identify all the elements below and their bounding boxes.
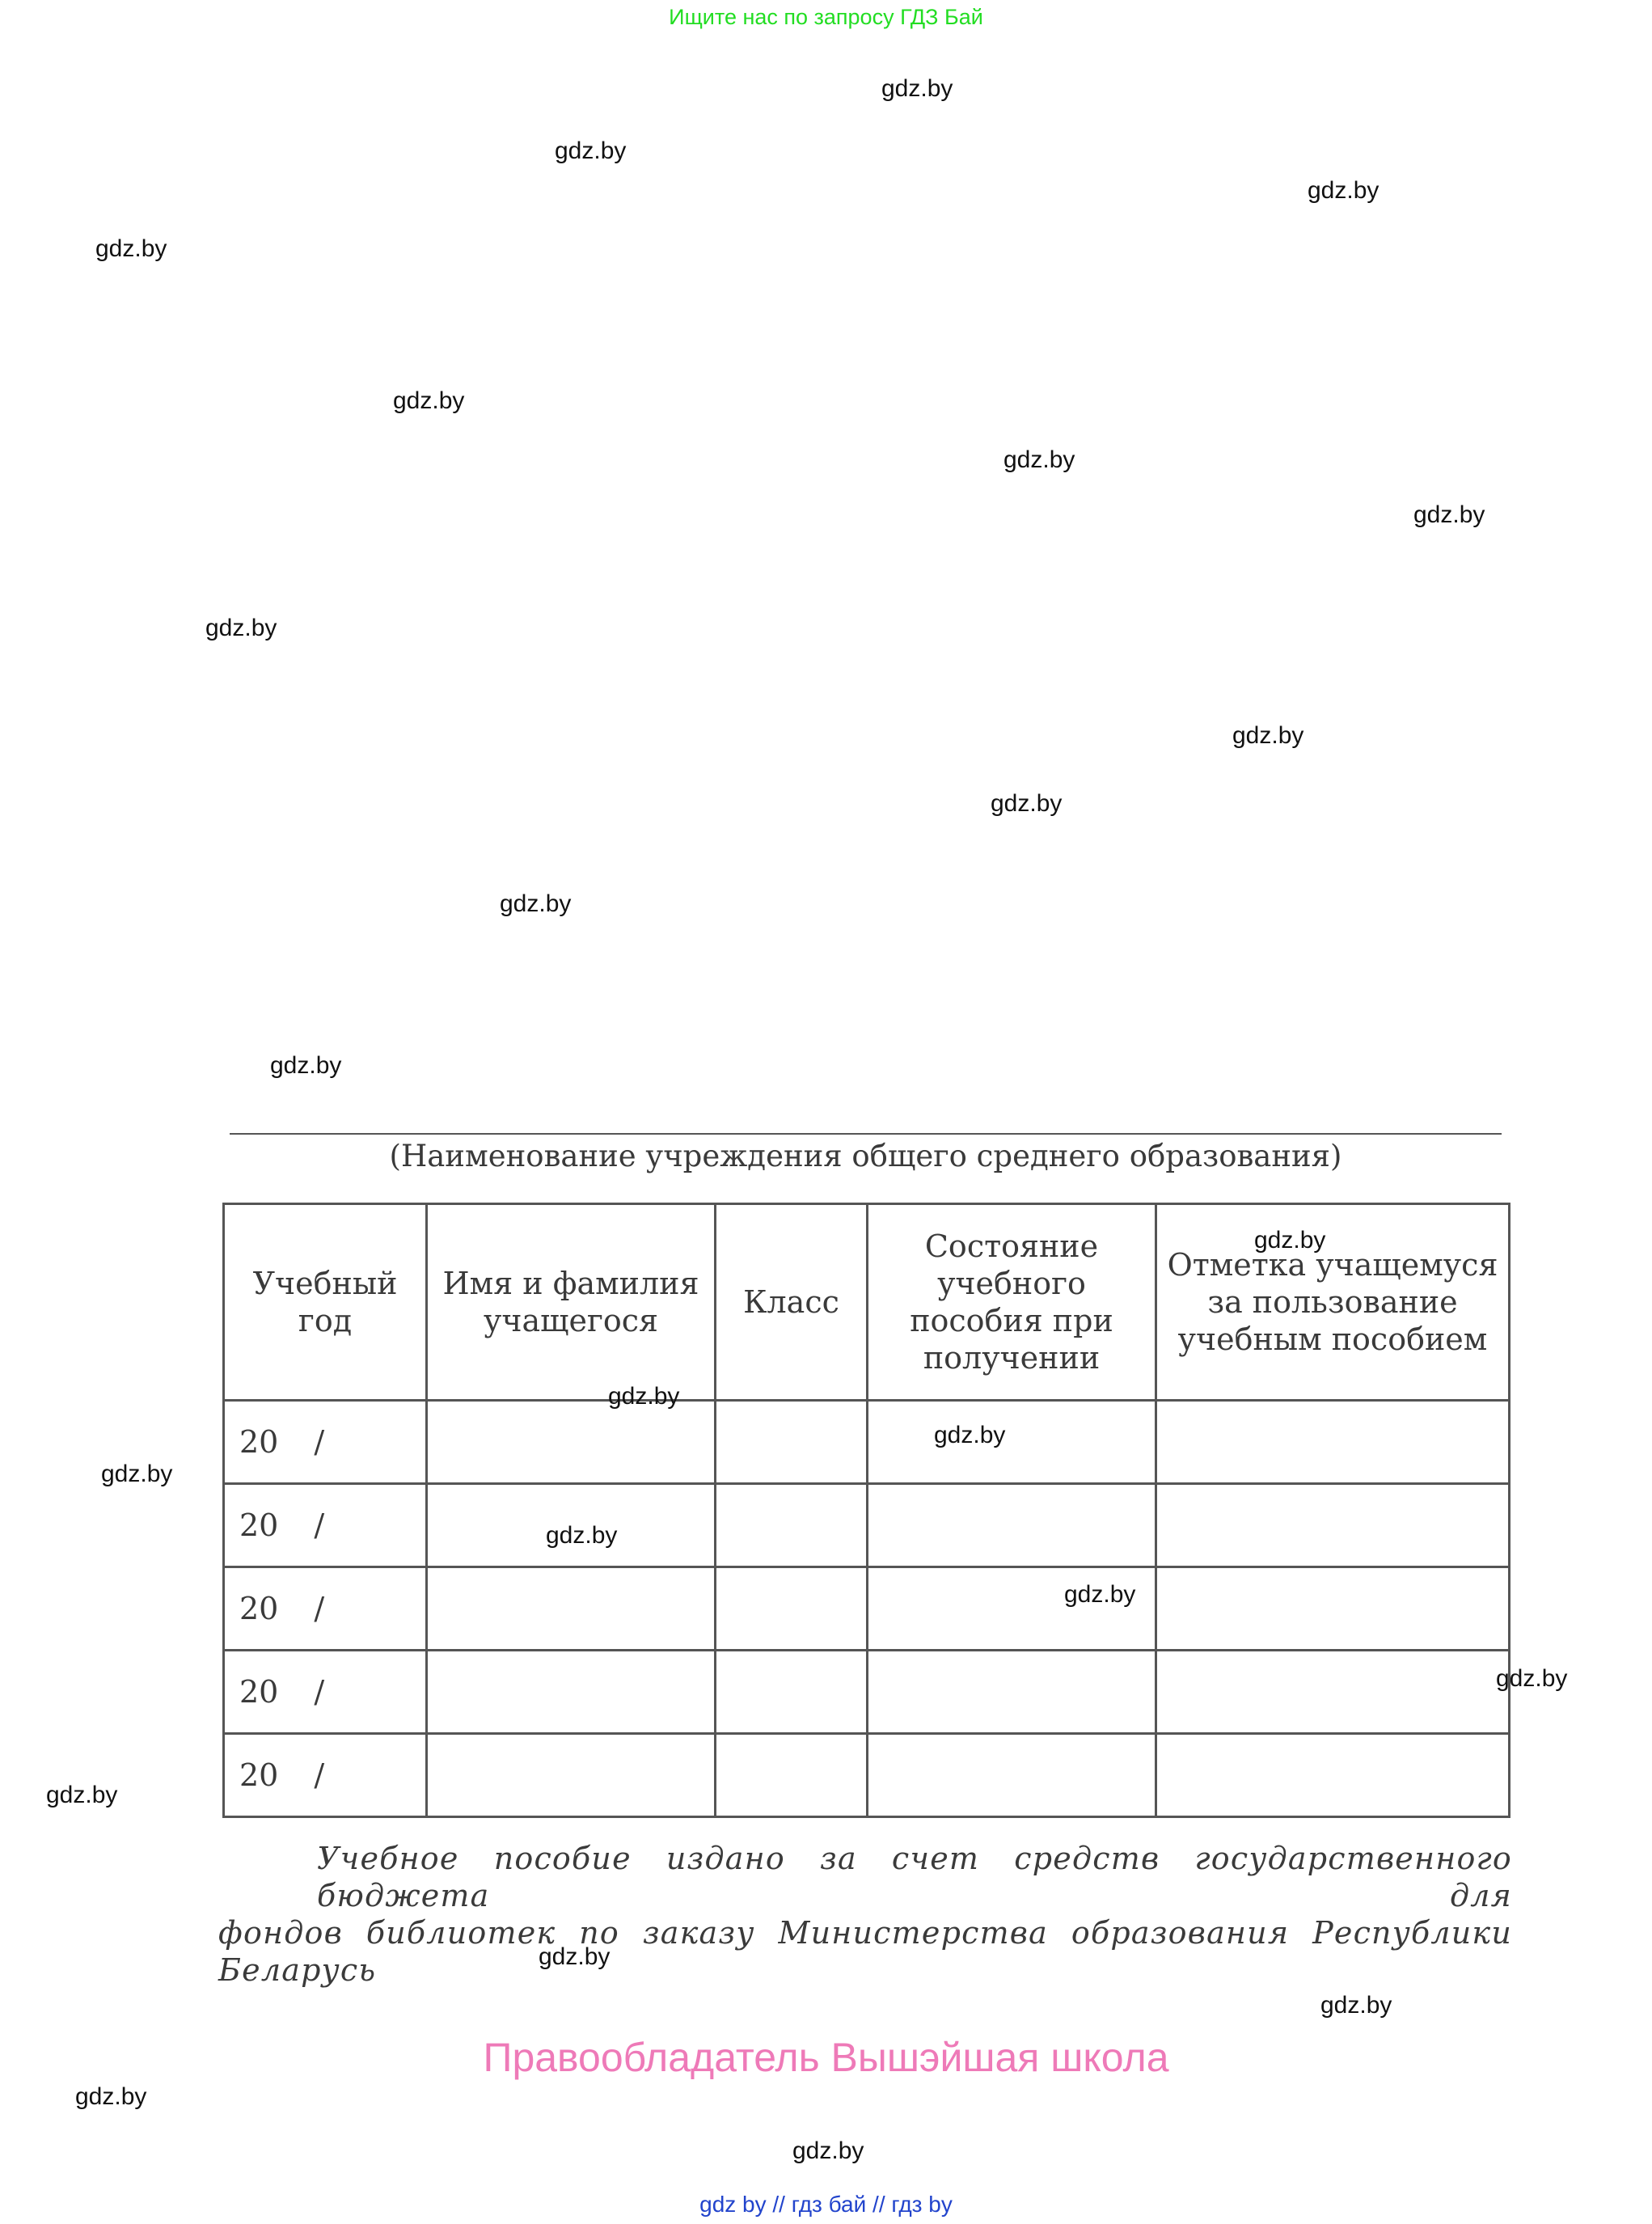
class-cell[interactable] [716,1734,868,1817]
header-condition: Состояние учебного пособия при получении [868,1204,1156,1401]
condition-cell[interactable] [868,1734,1156,1817]
name-cell[interactable] [427,1567,716,1651]
mark-cell[interactable] [1156,1651,1510,1734]
watermark: gdz.by [881,75,953,102]
year-cell [224,1567,427,1651]
year-prefix: 20 [239,1674,279,1710]
mark-cell[interactable] [1156,1734,1510,1817]
site-links[interactable]: gdz by // гдз бай // гдз by [699,2192,953,2217]
class-cell[interactable] [716,1651,868,1734]
class-cell[interactable] [716,1567,868,1651]
watermark: gdz.by [101,1461,173,1487]
funding-note-line-1: Учебное пособие издано за счет средств государственного бюджета для [317,1841,1512,1913]
watermark: gdz.by [46,1782,118,1808]
year-slash: / [314,1757,325,1793]
watermark: gdz.by [205,615,277,641]
table-row [224,1734,1510,1817]
name-cell[interactable] [427,1734,716,1817]
year-slash: / [314,1424,325,1460]
year-prefix: 20 [239,1507,279,1543]
watermark: gdz.by [1308,177,1379,204]
institution-caption: (Наименование учреждения общего среднего образования) [389,1139,1342,1173]
watermark: gdz.by [1320,1992,1392,2019]
watermark: gdz.by [1496,1665,1568,1692]
mark-cell[interactable] [1156,1567,1510,1651]
header-mark: Отметка учащемуся за пользование учебным пособием [1156,1204,1510,1401]
year-prefix: 20 [239,1591,279,1626]
class-cell[interactable] [716,1484,868,1567]
watermark: gdz.by [792,2137,864,2164]
year-prefix: 20 [239,1424,279,1460]
year-cell [224,1734,427,1817]
name-cell[interactable] [427,1401,716,1484]
watermark: gdz.by [934,1422,1006,1448]
table-row [224,1567,1510,1651]
funding-note [218,1840,1512,1989]
year-slash: / [314,1591,325,1626]
header-student-name: Имя и фамилия учащегося [427,1204,716,1401]
year-cell [224,1484,427,1567]
watermark: gdz.by [393,387,465,414]
funding-note-line-2: фондов библиотек по заказу Министерства образования Республики Беларусь [218,1915,1512,1988]
header-class: Класс [716,1204,868,1401]
name-cell[interactable] [427,1651,716,1734]
condition-cell[interactable] [868,1401,1156,1484]
condition-cell[interactable] [868,1484,1156,1567]
watermark: gdz.by [95,235,167,262]
watermark: gdz.by [1003,446,1075,473]
year-slash: / [314,1674,325,1710]
year-slash: / [314,1507,325,1543]
search-banner: Ищите нас по запросу ГДЗ Бай [669,5,983,29]
textbook-register-table [222,1203,1510,1818]
header-school-year: Учебный год [224,1204,427,1401]
watermark: gdz.by [270,1052,342,1079]
year-cell [224,1401,427,1484]
year-cell [224,1651,427,1734]
watermark: gdz.by [1064,1581,1136,1608]
watermark: gdz.by [546,1522,618,1549]
watermark: gdz.by [555,137,627,164]
watermark: gdz.by [500,890,572,917]
table-row [224,1651,1510,1734]
watermark: gdz.by [1413,501,1485,528]
condition-cell[interactable] [868,1567,1156,1651]
copyright-holder: Правообладатель Вышэйшая школа [483,2035,1169,2080]
watermark: gdz.by [608,1383,680,1410]
watermark: gdz.by [1254,1227,1326,1254]
condition-cell[interactable] [868,1651,1156,1734]
watermark: gdz.by [75,2083,147,2110]
watermark: gdz.by [1232,722,1304,749]
year-prefix: 20 [239,1757,279,1793]
watermark: gdz.by [991,790,1063,817]
institution-underline [230,1133,1502,1135]
mark-cell[interactable] [1156,1401,1510,1484]
table-row [224,1401,1510,1484]
table-row [224,1484,1510,1567]
watermark: gdz.by [539,1943,611,1970]
class-cell[interactable] [716,1401,868,1484]
mark-cell[interactable] [1156,1484,1510,1567]
